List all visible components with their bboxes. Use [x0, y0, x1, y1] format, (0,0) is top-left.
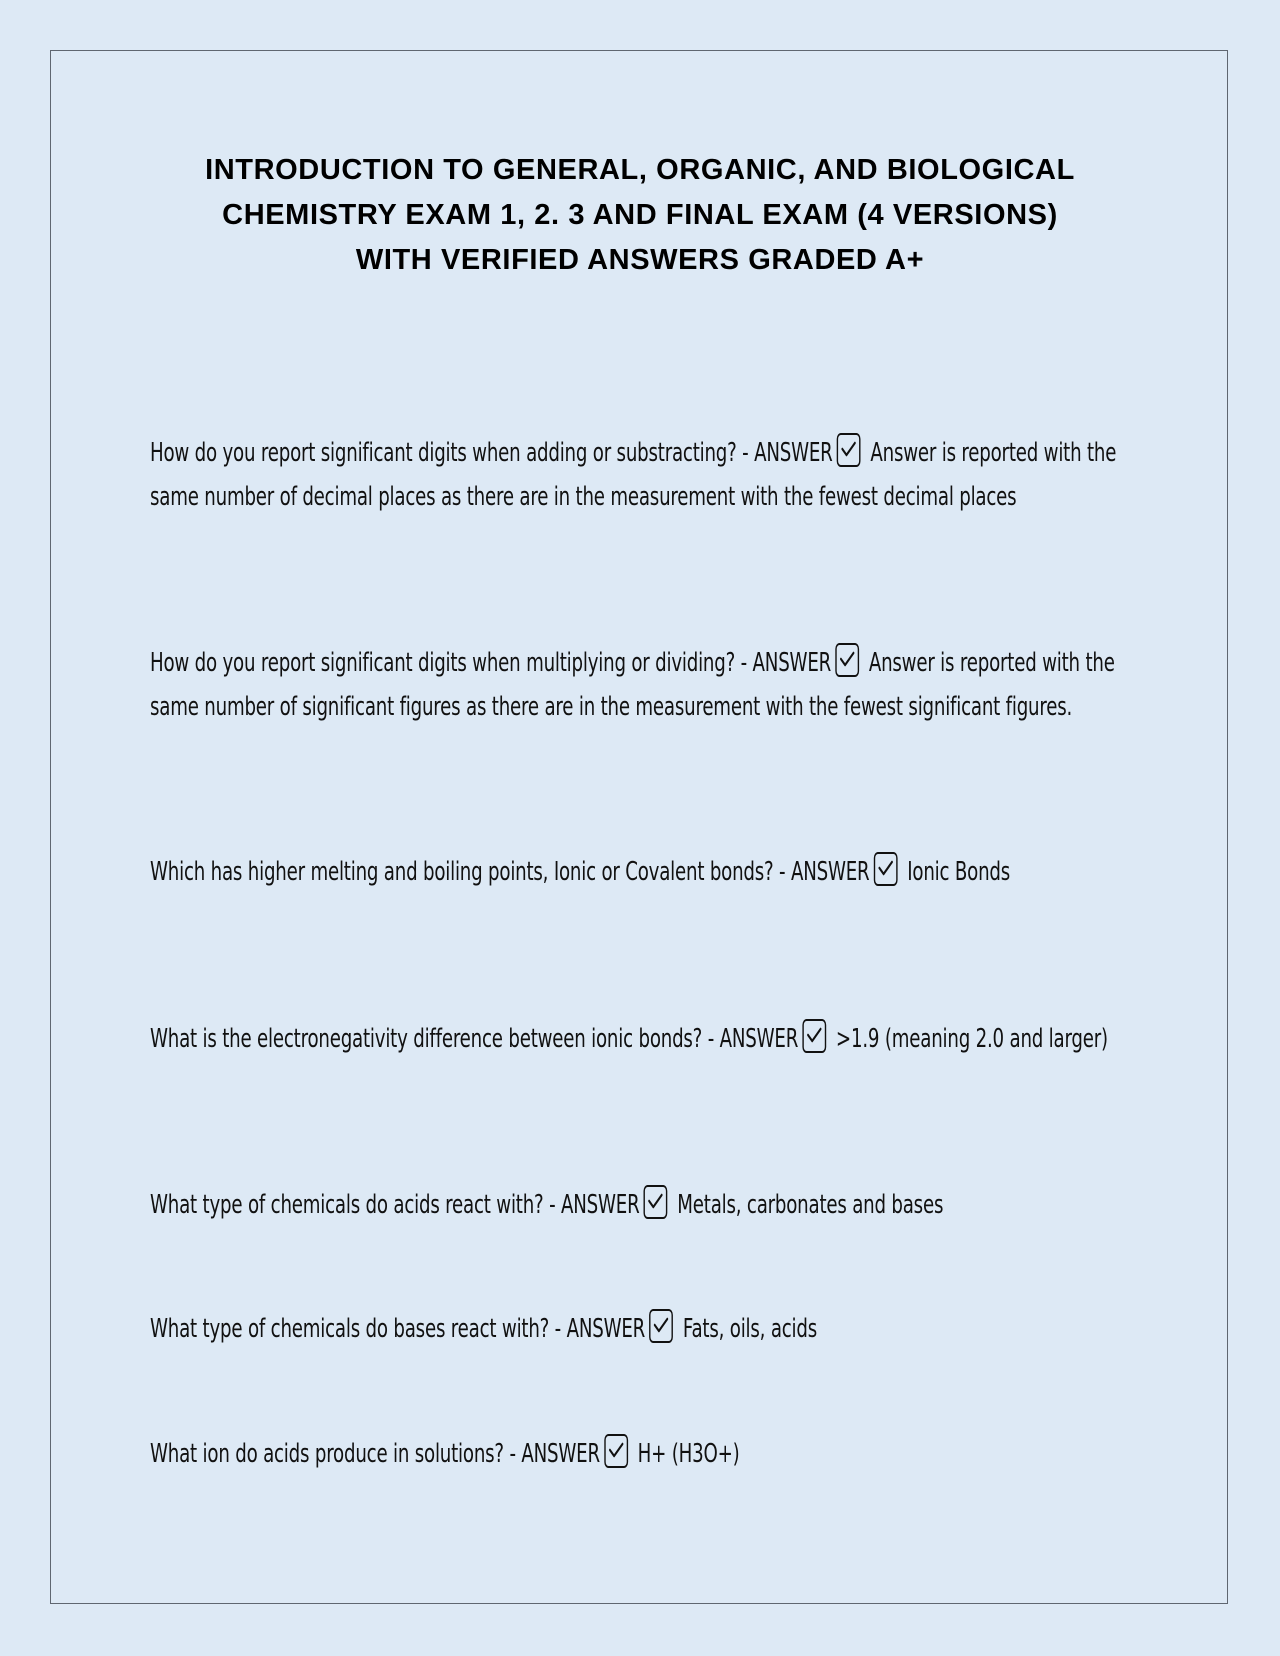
title-line-2: CHEMISTRY EXAM 1, 2. 3 AND FINAL EXAM (4 VERSIONS)	[222, 199, 1058, 231]
qa-item-3	[150, 851, 1130, 895]
title-line-1: INTRODUCTION TO GENERAL, ORGANIC, AND BIOLOGICAL	[205, 154, 1075, 186]
checkbox-checked-icon	[837, 433, 861, 467]
question-text: What ion do acids produce in solutions? - ANSWER	[150, 1439, 600, 1469]
qa-item-6	[150, 1308, 1130, 1352]
answer-text: >1.9 (meaning 2.0 and larger)	[835, 1024, 1108, 1054]
checkbox-checked-icon	[604, 1434, 628, 1468]
checkbox-checked-icon	[835, 643, 859, 677]
answer-text: H+ (H3O+)	[637, 1439, 740, 1469]
answer-text: Metals, carbonates and bases	[677, 1190, 944, 1220]
document-title	[140, 148, 1140, 283]
answer-text: Ionic Bonds	[907, 857, 1011, 887]
question-text: How do you report significant digits when adding or substracting? - ANSWER	[150, 438, 833, 468]
qa-item-2	[150, 642, 1130, 729]
qa-item-4	[150, 1018, 1130, 1062]
checkbox-checked-icon	[644, 1185, 668, 1219]
question-text: What type of chemicals do bases react with? - ANSWER	[150, 1314, 646, 1344]
qa-item-7	[150, 1433, 1130, 1477]
checkbox-checked-icon	[874, 852, 898, 886]
answer-text: Answer is reported with the same number of decimal places as there are in the measurement with the fewest decimal places	[150, 438, 1117, 512]
question-text: What is the electronegativity difference between ionic bonds? - ANSWER	[150, 1024, 799, 1054]
title-line-3: WITH VERIFIED ANSWERS GRADED A+	[355, 244, 925, 276]
answer-text: Fats, oils, acids	[682, 1314, 818, 1344]
answer-text: Answer is reported with the same number of significant figures as there are in the measurement with the fewest significant figures.	[150, 648, 1115, 722]
page-border	[50, 50, 1228, 1604]
qa-item-1	[150, 432, 1130, 519]
checkbox-checked-icon	[649, 1309, 673, 1343]
question-text: What type of chemicals do acids react with? - ANSWER	[150, 1190, 640, 1220]
qa-item-5	[150, 1184, 1130, 1228]
question-text: How do you report significant digits when multiplying or dividing? - ANSWER	[150, 648, 832, 678]
question-text: Which has higher melting and boiling points, Ionic or Covalent bonds? - ANSWER	[150, 857, 870, 887]
checkbox-checked-icon	[802, 1019, 826, 1053]
